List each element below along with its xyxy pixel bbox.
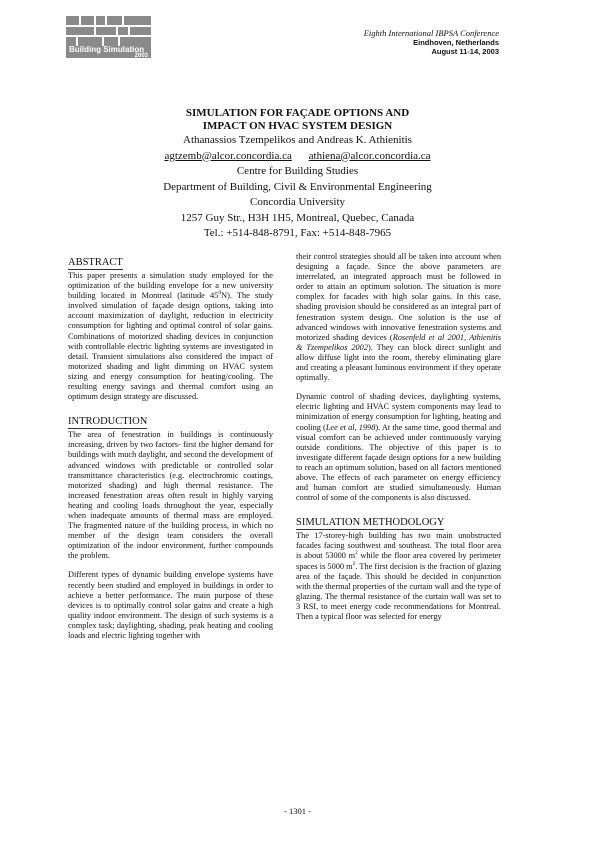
right-paragraph-1: their control strategies should all be taken into account when designing a façade. Since the above parameters are interrelated, an integrated approach must be followed in order to attain an optimum solution. The situation is more complex for facades with high solar gains. In this case, shading provision should be considered as an integral part of fenestration system design. One solution is the use of advanced windows with innovative fenestration systems and motorized shading devices (Rosenfeld et al 2001, Athienitis & Tzempelikos 2002). They can block direct sunlight and allow diffuse light into the room, thereby eliminating glare and creating a pleasant luminous environment if they operate optimally.: [296, 252, 502, 383]
conference-dates: August 11-14, 2003: [431, 47, 499, 56]
email-link-1[interactable]: agtzemb@alcor.concordia.ca: [164, 149, 292, 162]
logo-text: [66, 46, 151, 58]
methodology-section: [296, 512, 501, 622]
introduction-heading: INTRODUCTION: [68, 416, 148, 428]
author-emails: [120, 149, 475, 165]
right-column: [296, 252, 501, 631]
conference-name: Eighth International IBPSA Conference: [363, 28, 499, 38]
affiliation-centre: Centre for Building Studies: [236, 165, 359, 177]
logo-line2: 2003: [134, 53, 148, 59]
affiliation-university: Concordia University: [249, 196, 345, 208]
methodology-paragraph: The 17-storey-high building has two main unobstructed facades facing southwest and southeast. The total floor area is about 53000 $m^2$ while the floor area covered by perimeter spaces is 5000 $m^2$. The first decision is the fraction of glazing area of the façade. This should be decided in conjunction with the thermal properties of the curtain wall and the type of glazing. The thermal resistance of the curtain wall was set to 3 RSI, to meet energy code recommendations for Montreal. Then a typical floor was selected for energy: [296, 531, 501, 621]
abstract-text: This paper presents a simulation study employed for the optimization of the building envelope for a new university building located in Montreal (latitude $45^0N$). The study involved simulation of façade design options, taking into account maximization of daylight, reduction in electricity consumption for lighting and optimal control of solar gains. Combinations of motorized shading devices in conjunction with controllable electric lighting systems are investigated in detail. Transient simulations also considered the impact of motorized shading and light dimming on HVAC system sizing and energy consumption for heating/cooling. The resulting energy savings and thermal comfort using an optimum design strategy are discussed.: [68, 271, 273, 402]
title-block: [120, 107, 475, 242]
methodology-heading: SIMULATION METHODOLOGY: [296, 517, 445, 529]
abstract-section: [68, 252, 273, 402]
logo-line1: Building Simulation: [69, 45, 145, 54]
introduction-paragraph-1: The area of fenestration in buildings is continuously increasing, driven by two factors- first the higher demand for buildings with much daylight, and second the development of advanced windows with predictable or controlled solar transmittance characteristics (e.g. electrochromic coatings, motorized shading) and high thermal resistance. The increased fenestration areas often result in highly varying heating and cooling loads throughout the year, especially when inadequate amounts of thermal mass are employed. The fragmented nature of the building process, in which no member of the design team considers the overall optimization of the indoor environment, further compounds the problem.: [68, 430, 273, 561]
page-number: - 1301 -: [284, 806, 311, 816]
left-column: [68, 252, 273, 650]
logo-grid-icon: [66, 16, 151, 46]
authors: Athanassios Tzempelikos and Andreas K. Athienitis: [183, 134, 412, 146]
conference-header: [364, 28, 499, 56]
introduction-section: [68, 411, 273, 641]
citation-rosenfeld: Rosenfeld et al 2001, Athienitis & Tzempelikos 2002: [296, 332, 501, 352]
affiliation-department: Department of Building, Civil & Environmental Engineering: [163, 180, 432, 193]
citation-lee: Lee et al, 1998: [325, 422, 376, 432]
conference-city: Eindhoven, Netherlands: [413, 38, 499, 47]
paper-title-line2: IMPACT ON HVAC SYSTEM DESIGN: [202, 120, 393, 132]
abstract-heading: ABSTRACT: [68, 257, 123, 268]
email-link-2[interactable]: athiena@alcor.concordia.ca: [308, 149, 431, 162]
conference-logo: [66, 16, 151, 58]
introduction-paragraph-2: Different types of dynamic building envelope systems have recently been studied and employed in buildings in order to achieve a better performance. The main purpose of these devices is to optimally control solar gains and create a high quality indoor environment. The design of such systems is a complex task; daylighting, shading, peak heating and cooling loads and electric lighting together with: [68, 570, 273, 640]
right-paragraph-2: Dynamic control of shading devices, daylighting systems, electric lighting and HVAC system components may lead to minimization of energy consumption for lighting, heating and cooling (Lee et al, 1998). At the same time, good thermal and visual comfort can be achieved under continuously varying outside conditions. The objective of this paper is to investigate different façade design options for a new building to reach an optimum solution, based on all factors mentioned above. The effects of each parameter on energy efficiency and human comfort are studied simultaneously. Human control of some of the components is also discussed.: [296, 392, 501, 503]
address: 1257 Guy Str., H3H 1H5, Montreal, Quebec, Canada: [180, 211, 415, 224]
paper-title-line1: SIMULATION FOR FAÇADE OPTIONS AND: [185, 107, 410, 119]
telephone-fax: Tel.: +514-848-8791, Fax: +514-848-7965: [203, 227, 392, 239]
